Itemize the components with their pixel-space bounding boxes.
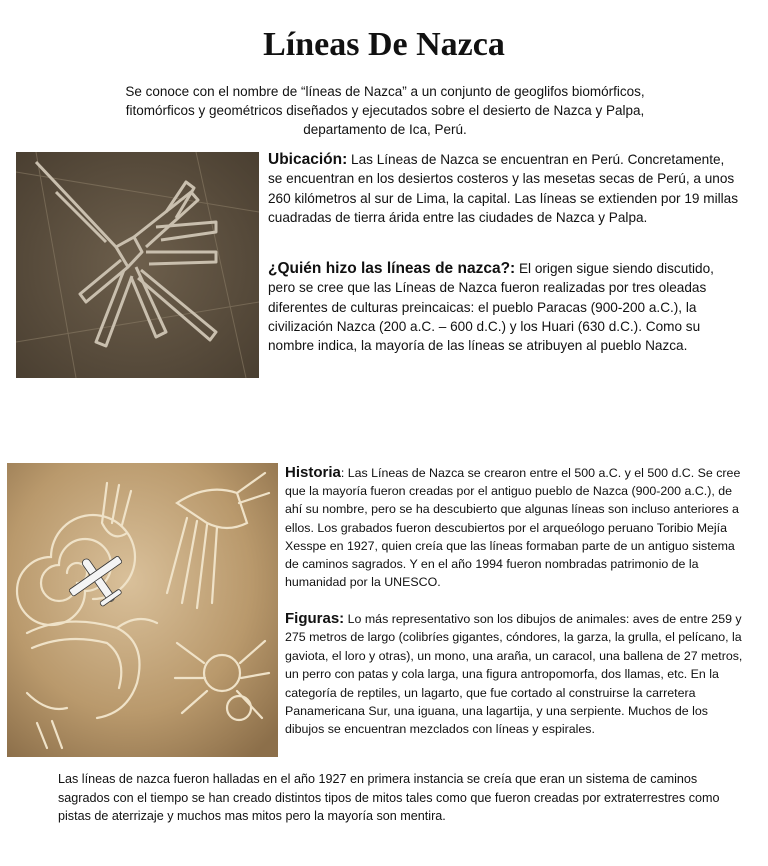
ubicacion-text: Las Líneas de Nazca se encuentran en Perú. Concretamente, se encuentran en los desiertos costeros y las mesetas secas de Perú, a unos 260 kilómetros al sur de Lima, la capital. Las líneas se extienden por 19 millas cuadradas de tierra árida entre las ciudades de Nazca y Palpa.	[268, 152, 738, 225]
historia-text: : Las Líneas de Nazca se crearon entre el 500 a.C. y el 500 d.C. Se cree que la mayoría fueron creadas por el antiguo pueblo de Nazca (900-200 a.C.), de ahí su nombre, pero se ha descubierto que algunas líneas son incluso anteriores a ellos. Los grabados fueron descubiertos por el arqueólogo peruano Toribio Mejía Xesspe en 1927, quien creía que las líneas formaban parte de un antiguo sistema de caminos sagrados. Y en el año 1994 fueron nombradas patrimonio de la humanidad por la UNESCO.	[285, 466, 741, 590]
hummingbird-geoglyph-photo	[16, 152, 259, 378]
quien-text: El origen sigue siendo discutido, pero se cree que las Líneas de Nazca fueron realizadas por tres oleadas diferentes de culturas preincaicas: el pueblo Paracas (900-200 a.C.), la civilización Nazca (200 a.C. – 600 d.C.) y los Huari (630 d.C.). Como su nombre indica, la mayoría de las líneas se atribuyen al pueblo Nazca.	[268, 261, 714, 354]
quien-heading: ¿Quién hizo las líneas de nazca?:	[268, 260, 516, 277]
intro-paragraph: Se conoce con el nombre de “líneas de Nazca” a un conjunto de geoglifos biomórficos, fitomórficos y geométricos diseñados y ejecutados sobre el desierto de Nazca y Palpa, departamento de Ica, Perú.	[125, 84, 645, 137]
ubicacion-section	[268, 150, 738, 227]
figuras-text: Lo más representativo son los dibujos de animales: aves de entre 259 y 275 metros de largo (colibríes gigantes, cóndores, la garza, la grulla, el pelícano, la gaviota, el loro y otras), un mono, una araña, un caracol, una ballena de 27 metros, un perro con patas y cola larga, una figura antropomorfa, dos llamas, etc. En la categoría de reptiles, un lagarto, que fue cortado al construirse la carretera Panamericana Sur, una iguana, una lagartija, y una serpiente. Muchos de los dibujos se encuentran mezclados con líneas y espirales.	[285, 612, 743, 737]
figuras-heading: Figuras:	[285, 610, 345, 627]
footer-paragraph: Las líneas de nazca fueron halladas en el año 1927 en primera instancia se creía que eran un sistema de caminos sagrados con el tiempo se han creado distintos tipos de mitos tales como que fueron creadas por extraterrestres como pistas de aterrizaje y muchos mas mitos pero la mayoría son mentira.	[58, 772, 720, 824]
nazca-collage-photo	[7, 463, 278, 757]
historia-section	[285, 464, 745, 591]
historia-heading: Historia	[285, 464, 341, 481]
page-title: Líneas De Nazca	[263, 26, 505, 63]
quien-section	[268, 259, 738, 355]
ubicacion-heading: Ubicación:	[268, 151, 348, 168]
figuras-section	[285, 610, 745, 739]
